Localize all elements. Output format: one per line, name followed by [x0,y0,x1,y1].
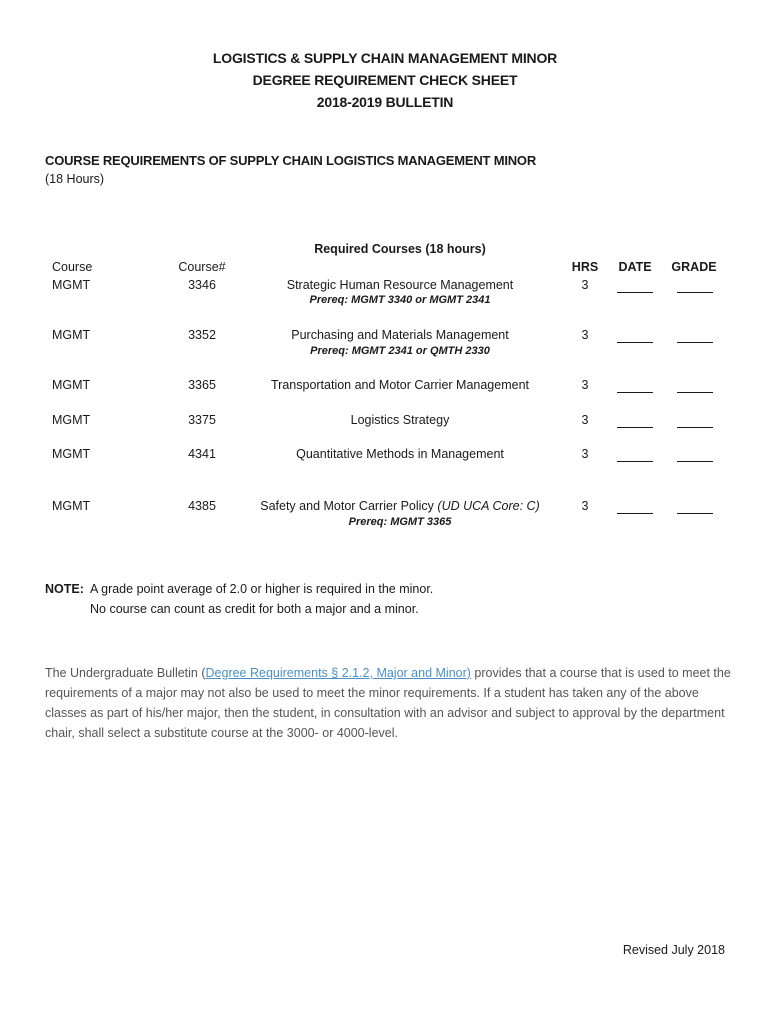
row-course-number: 3346 [188,278,216,292]
date-blank[interactable] [617,280,653,298]
note-line-1: A grade point average of 2.0 or higher is required in the minor. [90,582,434,596]
date-blank[interactable] [617,415,653,433]
column-header-grade: GRADE [671,260,717,274]
row-course-subject: MGMT [52,447,91,461]
grade-blank[interactable] [677,280,713,298]
row-course-number: 4385 [188,499,216,513]
row-course-subject: MGMT [52,499,91,513]
grade-blank[interactable] [677,380,713,398]
row-course-subject: MGMT [52,413,91,427]
row-prerequisite: Prereq: MGMT 3340 or MGMT 2341 [309,294,491,306]
grade-blank[interactable] [677,330,713,348]
row-course-title: Strategic Human Resource Management [286,278,514,292]
grade-blank[interactable] [677,449,713,467]
column-header-date: DATE [618,260,652,274]
row-course-number: 3375 [188,413,216,427]
paragraph-intro: The Undergraduate Bulletin ( [45,666,206,680]
row-prerequisite: Prereq: MGMT 2341 or QMTH 2330 [310,345,490,357]
column-header-course: Course [52,260,93,274]
row-course-title [250,499,550,513]
row-hours: 3 [581,378,589,392]
row-hours: 3 [581,447,589,461]
date-blank[interactable] [617,449,653,467]
note-label: NOTE: [45,582,84,596]
bulletin-paragraph [45,663,735,743]
date-blank[interactable] [617,380,653,398]
requirements-heading: COURSE REQUIREMENTS OF SUPPLY CHAIN LOGISTICS MANAGEMENT MINOR [45,153,537,168]
row-course-title: Transportation and Motor Carrier Management [271,378,529,392]
degree-requirements-link[interactable]: Degree Requirements § 2.1.2, Major and Minor) [205,666,471,680]
date-blank[interactable] [617,330,653,348]
row-course-title: Logistics Strategy [350,413,450,427]
revised-date: Revised July 2018 [622,943,725,957]
row-course-title-note: (UD UCA Core: C) [437,499,540,513]
grade-blank[interactable] [677,501,713,519]
row-hours: 3 [581,499,589,513]
row-hours: 3 [581,413,589,427]
row-course-number: 3352 [188,328,216,342]
requirements-hours: (18 Hours) [45,172,105,186]
row-course-subject: MGMT [52,328,91,342]
title-line-1: LOGISTICS & SUPPLY CHAIN MANAGEMENT MINOR [212,50,558,66]
row-course-number: 3365 [188,378,216,392]
column-header-course-number: Course# [178,260,226,274]
date-blank[interactable] [617,501,653,519]
title-line-3: 2018-2019 BULLETIN [316,94,454,110]
row-hours: 3 [581,278,589,292]
paragraph-body: provides that a course that is used to meet the requirements of a major may not also be used to meet the minor requirements. If a student has taken any of the above classes as part of his/her major, then the student, in consultation with an advisor and subject to approval by the department chair, shall select a substitute course at the 3000- or 4000-level. [45,666,731,740]
table-caption: Required Courses (18 hours) [314,242,486,256]
row-course-title: Quantitative Methods in Management [296,447,504,461]
row-hours: 3 [581,328,589,342]
column-header-hrs: HRS [571,260,599,274]
row-prerequisite: Prereq: MGMT 3365 [348,516,452,528]
note-line-2: No course can count as credit for both a major and a minor. [90,602,419,616]
grade-blank[interactable] [677,415,713,433]
row-course-subject: MGMT [52,278,91,292]
row-course-title: Purchasing and Materials Management [291,328,509,342]
row-course-title-text: Safety and Motor Carrier Policy [260,499,434,513]
row-course-subject: MGMT [52,378,91,392]
title-line-2: DEGREE REQUIREMENT CHECK SHEET [252,72,518,88]
row-course-number: 4341 [188,447,216,461]
